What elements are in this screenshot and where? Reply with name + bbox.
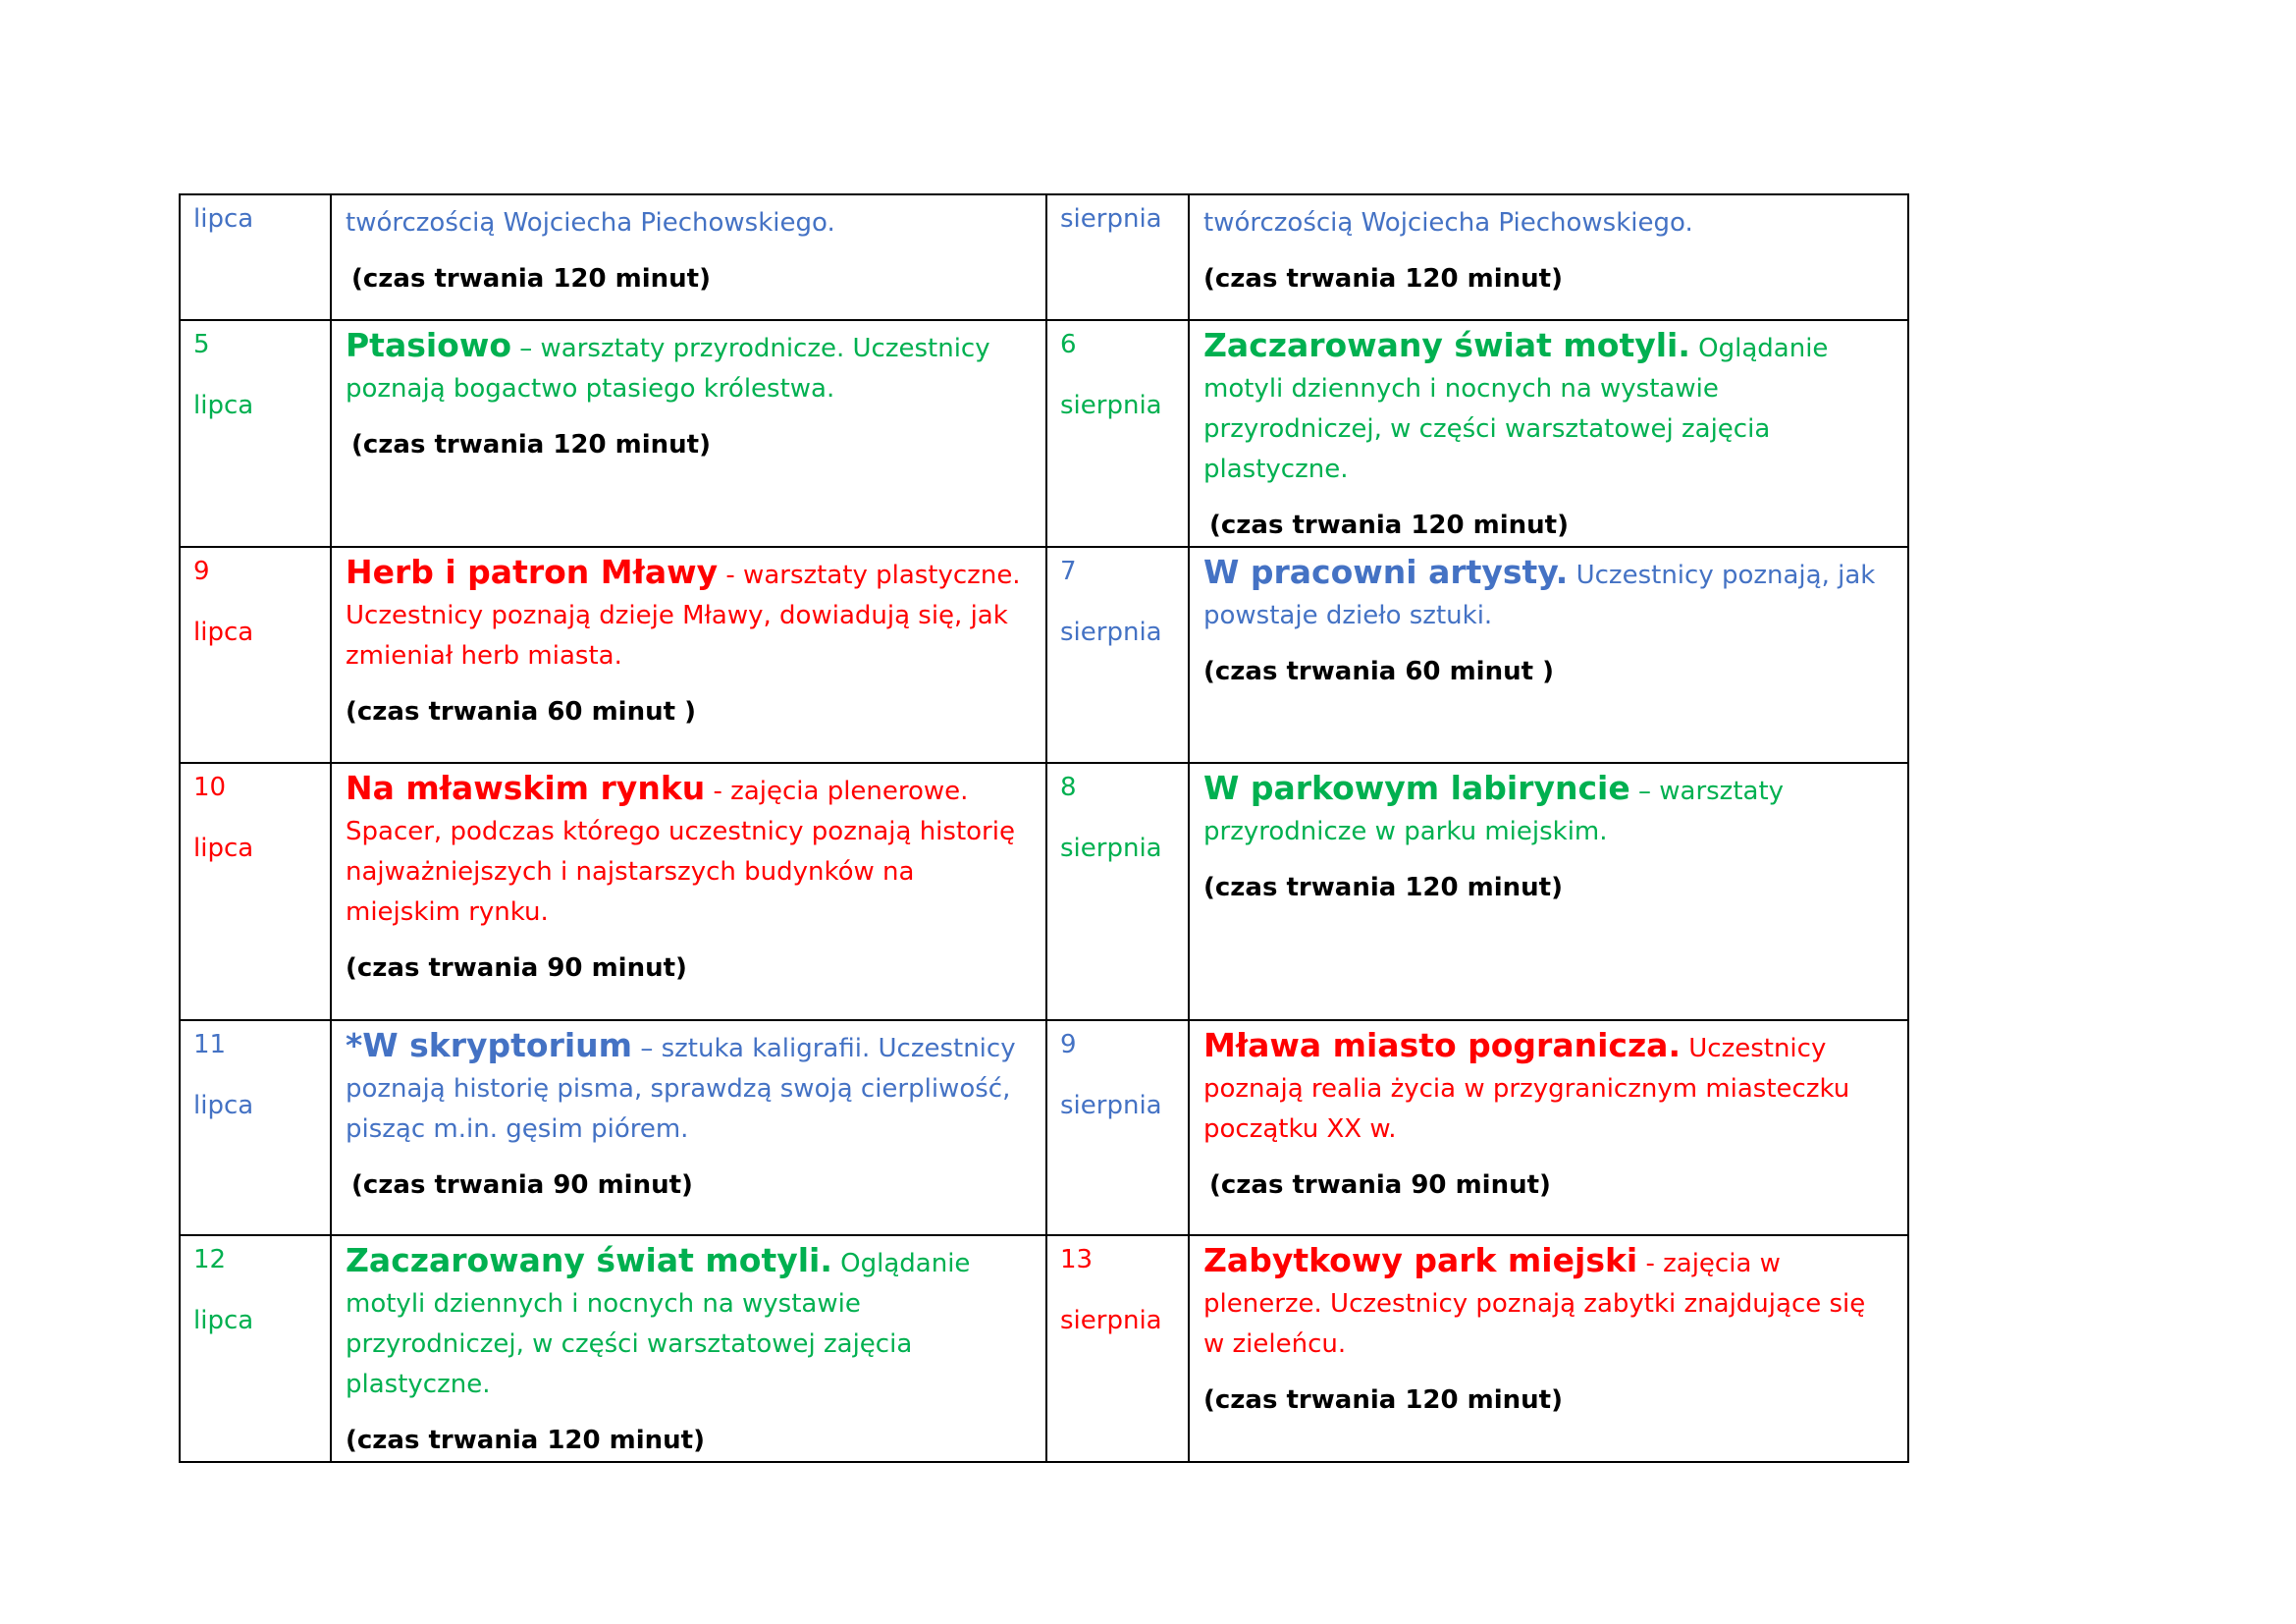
table-row <box>180 1020 1908 1235</box>
table-row <box>180 547 1908 763</box>
activity-description: twórczością Wojciecha Piechowskiego. <box>1203 208 1693 238</box>
activity-duration: (czas trwania 90 minut) <box>346 953 687 983</box>
date-cell <box>180 1020 331 1235</box>
activity-description: - zajęcia w plenerze. Uczestnicy poznają zabytki znajdujące się w zieleńcu. <box>1203 1249 1866 1359</box>
date-cell <box>180 320 331 547</box>
month-label: sierpnia <box>1060 1306 1162 1335</box>
activity-duration: (czas trwania 60 minut ) <box>1203 657 1554 686</box>
activity-duration: (czas trwania 90 minut) <box>1209 1170 1551 1200</box>
month-label: sierpnia <box>1060 1091 1162 1120</box>
activity-description: - zajęcia plenerowe. Spacer, podczas którego uczestnicy poznają historię najważniejszych i najstarszych budynków na miejskim rynku. <box>346 777 1015 927</box>
activity-duration: (czas trwania 120 minut) <box>351 264 711 294</box>
day-number: 9 <box>1060 1030 1077 1059</box>
month-label: sierpnia <box>1060 204 1162 234</box>
activity-duration: (czas trwania 90 minut) <box>351 1170 693 1200</box>
day-number: 6 <box>1060 330 1077 359</box>
table-row <box>180 1235 1908 1462</box>
activity-duration: (czas trwania 120 minut) <box>346 1426 705 1455</box>
date-cell <box>180 763 331 1020</box>
activity-cell <box>1189 320 1908 547</box>
date-cell <box>1046 1020 1189 1235</box>
activity-title: *W skryptorium <box>346 1026 633 1064</box>
activity-title: W pracowni artysty. <box>1203 553 1569 591</box>
activity-title: Zaczarowany świat motyli. <box>346 1241 832 1279</box>
activity-cell <box>331 320 1046 547</box>
date-cell <box>1046 1235 1189 1462</box>
month-label: sierpnia <box>1060 834 1162 863</box>
month-label: sierpnia <box>1060 618 1162 647</box>
date-cell <box>1046 763 1189 1020</box>
schedule-table <box>179 193 1909 1463</box>
month-label: lipca <box>193 618 254 647</box>
activity-description: Oglądanie motyli dziennych i nocnych na wystawie przyrodniczej, w części warsztatowej zajęcia plastyczne. <box>346 1249 971 1399</box>
day-number: 11 <box>193 1030 227 1059</box>
activity-cell <box>1189 1235 1908 1462</box>
activity-cell <box>1189 547 1908 763</box>
activity-cell <box>331 547 1046 763</box>
month-label: sierpnia <box>1060 391 1162 420</box>
activity-cell <box>331 763 1046 1020</box>
activity-duration: (czas trwania 120 minut) <box>351 430 711 460</box>
date-cell <box>1046 320 1189 547</box>
day-number: 10 <box>193 773 227 802</box>
activity-title: Mława miasto pogranicza. <box>1203 1026 1681 1064</box>
activity-cell <box>331 194 1046 320</box>
activity-cell <box>331 1020 1046 1235</box>
month-label: lipca <box>193 834 254 863</box>
date-cell <box>1046 194 1189 320</box>
activity-title: Ptasiowo <box>346 326 512 364</box>
month-label: lipca <box>193 1306 254 1335</box>
month-label: lipca <box>193 204 254 234</box>
date-cell <box>1046 547 1189 763</box>
activity-duration: (czas trwania 120 minut) <box>1203 1385 1563 1415</box>
activity-cell <box>331 1235 1046 1462</box>
table-row <box>180 320 1908 547</box>
date-cell <box>180 1235 331 1462</box>
day-number: 13 <box>1060 1245 1094 1274</box>
activity-cell <box>1189 194 1908 320</box>
activity-title: W parkowym labiryncie <box>1203 769 1630 807</box>
activity-description: twórczością Wojciecha Piechowskiego. <box>346 208 835 238</box>
table-row <box>180 763 1908 1020</box>
table-row <box>180 194 1908 320</box>
activity-description: Uczestnicy poznają, jak powstaje dzieło sztuki. <box>1203 561 1876 630</box>
month-label: lipca <box>193 1091 254 1120</box>
activity-duration: (czas trwania 60 minut ) <box>346 697 696 727</box>
activity-description: - warsztaty plastyczne. Uczestnicy poznają dzieje Mławy, dowiadują się, jak zmieniał herb miasta. <box>346 561 1021 671</box>
activity-duration: (czas trwania 120 minut) <box>1203 873 1563 902</box>
day-number: 12 <box>193 1245 227 1274</box>
day-number: 9 <box>193 557 210 586</box>
day-number: 7 <box>1060 557 1077 586</box>
activity-title: Herb i patron Mławy <box>346 553 719 591</box>
day-number: 8 <box>1060 773 1077 802</box>
day-number: 5 <box>193 330 210 359</box>
activity-duration: (czas trwania 120 minut) <box>1209 511 1569 540</box>
month-label: lipca <box>193 391 254 420</box>
activity-title: Na mławskim rynku <box>346 769 706 807</box>
date-cell <box>180 547 331 763</box>
activity-description: – warsztaty przyrodnicze w parku miejskim. <box>1203 777 1785 846</box>
activity-title: Zaczarowany świat motyli. <box>1203 326 1690 364</box>
date-cell <box>180 194 331 320</box>
activity-cell <box>1189 1020 1908 1235</box>
activity-title: Zabytkowy park miejski <box>1203 1241 1638 1279</box>
activity-description: – warsztaty przyrodnicze. Uczestnicy poznają bogactwo ptasiego królestwa. <box>346 334 990 404</box>
activity-description: – sztuka kaligrafii. Uczestnicy poznają historię pisma, sprawdzą swoją cierpliwość, pisząc m.in. gęsim piórem. <box>346 1034 1016 1144</box>
activity-description: Uczestnicy poznają realia życia w przygranicznym miasteczku początku XX w. <box>1203 1034 1850 1144</box>
activity-cell <box>1189 763 1908 1020</box>
activity-duration: (czas trwania 120 minut) <box>1203 264 1563 294</box>
activity-description: Oglądanie motyli dziennych i nocnych na wystawie przyrodniczej, w części warsztatowej zajęcia plastyczne. <box>1203 334 1829 484</box>
